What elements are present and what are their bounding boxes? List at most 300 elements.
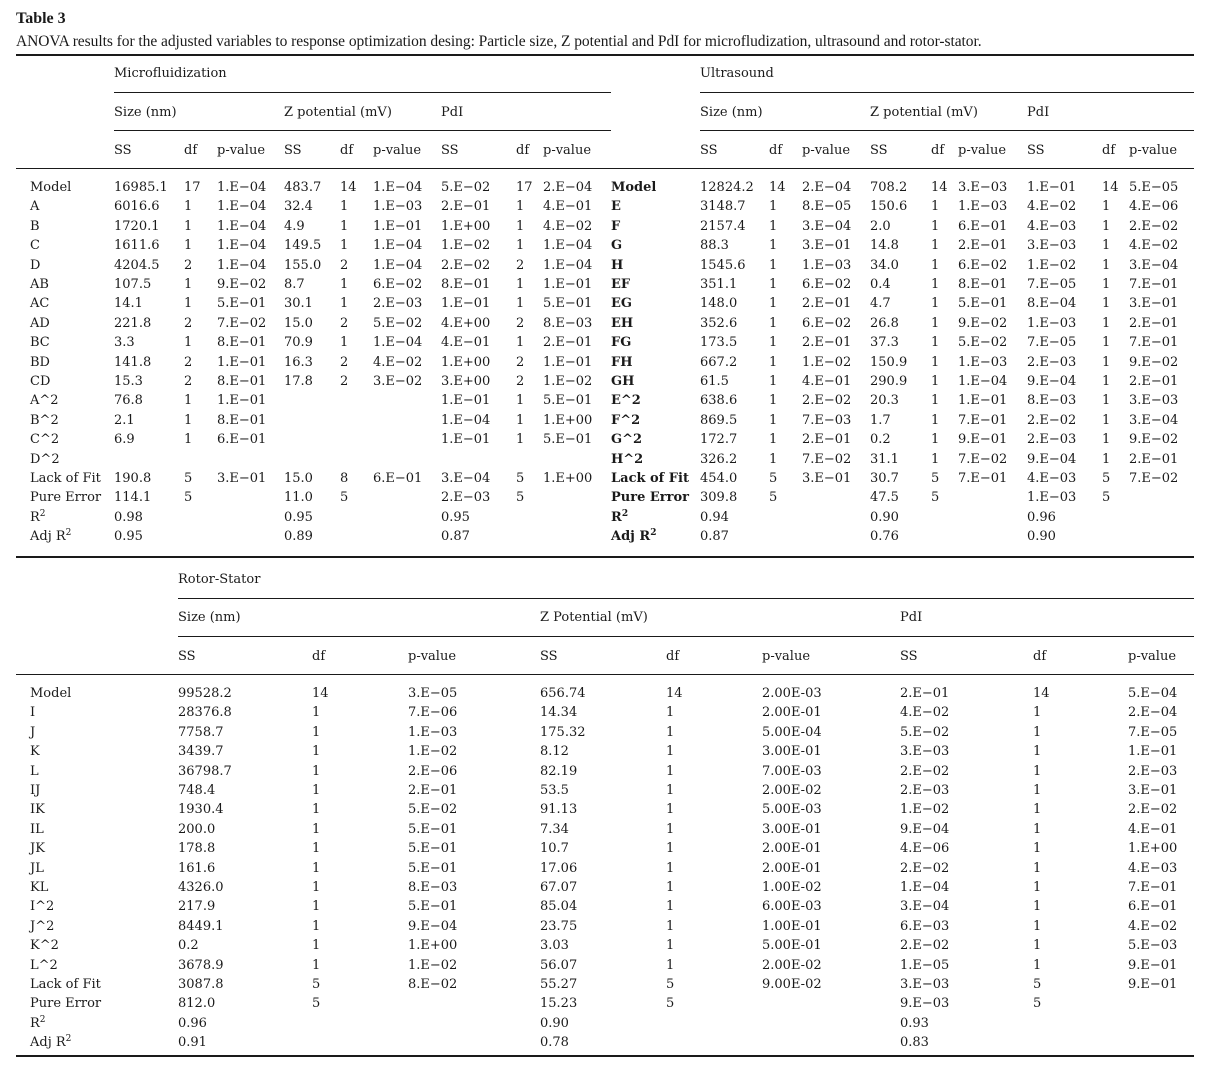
ultra-row-label: FG: [611, 335, 632, 350]
ultra-cell: 3.E−01: [802, 471, 852, 486]
rotor-col-header: SS: [540, 649, 558, 664]
ultra-cell: 8.E−04: [1027, 296, 1077, 311]
micro-cell: 1: [340, 199, 349, 214]
rotor-cell: 4.E−01: [1128, 822, 1178, 837]
rotor-cell: 17.06: [540, 861, 578, 876]
micro-cell: 5.E−02: [441, 180, 491, 195]
ultra-cell: 148.0: [700, 296, 738, 311]
micro-cell: 8.7: [284, 277, 305, 292]
rotor-cell: 2.E−03: [1128, 764, 1178, 779]
micro-cell: 8.E−01: [217, 374, 267, 389]
micro-cell: 1.E−01: [441, 432, 491, 447]
rotor-cell: 9.E−01: [1128, 958, 1178, 973]
ultra-cell: 1: [1102, 258, 1111, 273]
rotor-cell: 56.07: [540, 958, 578, 973]
micro-cell: 32.4: [284, 199, 313, 214]
rotor-cell: 9.E−01: [1128, 977, 1178, 992]
ultra-row-label: EH: [611, 316, 634, 331]
rotor-cell: 217.9: [178, 899, 216, 914]
rotor-cell: 1: [1033, 705, 1042, 720]
rotor-cell: 2.00E-02: [762, 783, 822, 798]
micro-cell: 5: [516, 490, 525, 505]
ultra-row-label: Adj $R^2$: [611, 528, 657, 544]
micro-cell: 141.8: [114, 355, 152, 370]
ultra-cell: 6.E−01: [958, 219, 1008, 234]
ultra-cell: 34.0: [870, 258, 899, 273]
rotor-cell: 1.E−04: [900, 880, 950, 895]
ultra-cell: 667.2: [700, 355, 738, 370]
ultra-cell: 9.E−02: [1129, 432, 1179, 447]
group-ultrasound: Ultrasound: [700, 66, 774, 81]
rotor-cell: 1: [1033, 958, 1042, 973]
rotor-cell: 1: [1033, 725, 1042, 740]
micro-row-label: C: [30, 238, 40, 253]
rotor-row-label: K^2: [30, 938, 59, 953]
micro-cell: 2: [516, 374, 525, 389]
rotor-cell: 2.00E-01: [762, 861, 822, 876]
micro-cell: 1.E+00: [543, 471, 593, 486]
rotor-cell: 9.E−03: [900, 996, 950, 1011]
micro-row-label: A: [30, 199, 40, 214]
ultra-cell: 2.E−03: [1027, 432, 1077, 447]
rotor-cell: 2.E−03: [900, 783, 950, 798]
rotor-cell: 2.00E-01: [762, 841, 822, 856]
rotor-cell: 1: [666, 705, 675, 720]
ultra-cell: 1: [931, 335, 940, 350]
micro-cell: 1: [340, 296, 349, 311]
rotor-cell: 3.E−03: [900, 977, 950, 992]
micro-cell: 3.3: [114, 335, 135, 350]
micro-cell: 4204.5: [114, 258, 160, 273]
rotor-row-label: JK: [30, 841, 45, 856]
ultra-cell: 1: [1102, 199, 1111, 214]
ultra-cell: 2.E−01: [802, 296, 852, 311]
ultra-cell: 5: [1102, 471, 1111, 486]
rotor-cell: 1: [312, 919, 321, 934]
rotor-cell: 55.27: [540, 977, 578, 992]
ultra-cell: 3.E−03: [1027, 238, 1077, 253]
micro-cell: 2.E−03: [441, 490, 491, 505]
ultra-cell: 7.E−01: [958, 413, 1008, 428]
ultra-cell: 3.E−04: [1129, 413, 1179, 428]
rotor-cell: 1: [666, 841, 675, 856]
micro-cell: 2: [340, 374, 349, 389]
rotor-cell: 1: [312, 880, 321, 895]
ultra-cell: 2.E−02: [802, 393, 852, 408]
ultra-cell: 9.E−04: [1027, 374, 1077, 389]
micro-row-label: AD: [30, 316, 50, 331]
ultra-cell: 4.7: [870, 296, 891, 311]
section-rule: [16, 556, 1194, 558]
rotor-row-label: J^2: [30, 919, 55, 934]
micro-cell: 15.0: [284, 316, 313, 331]
micro-cell: 1.E−04: [373, 258, 423, 273]
ultra-subgroup-2: PdI: [1027, 105, 1050, 120]
micro-cell: 1.E−02: [543, 374, 593, 389]
micro-cell: 2.E−01: [543, 335, 593, 350]
ultra-cell: 14.8: [870, 238, 899, 253]
rotor-cell: 5.E−02: [408, 802, 458, 817]
rotor-cell: 53.5: [540, 783, 569, 798]
rotor-col-header: p-value: [1128, 649, 1177, 664]
ultra-cell: 1: [769, 258, 778, 273]
micro-cell: 0.87: [441, 529, 470, 544]
rotor-cell: 2.E−02: [1128, 802, 1178, 817]
rotor-cell: 5.E−01: [408, 822, 458, 837]
micro-col-header: df: [340, 143, 354, 158]
ultra-cell: 1: [931, 355, 940, 370]
ultra-cell: 7.E−05: [1027, 335, 1077, 350]
ultra-cell: 14: [769, 180, 786, 195]
ultra-cell: 0.2: [870, 432, 891, 447]
rotor-cell: 5: [312, 996, 321, 1011]
rotor-cell: 1: [312, 744, 321, 759]
rotor-cell: 8.E−02: [408, 977, 458, 992]
rotor-cell: 1.E−02: [408, 744, 458, 759]
ultra-cell: 1: [769, 277, 778, 292]
ultra-cell: 1: [769, 296, 778, 311]
ultra-cell: 2.E−04: [802, 180, 852, 195]
rotor-cell: 7.34: [540, 822, 569, 837]
rotor-cell: 9.E−04: [408, 919, 458, 934]
rotor-cell: 2.E−01: [408, 783, 458, 798]
ultra-cell: 3.E−04: [802, 219, 852, 234]
ultra-cell: 2.E−01: [1129, 374, 1179, 389]
ultra-cell: 2.E−03: [1027, 355, 1077, 370]
ultra-cell: 6.E−02: [802, 316, 852, 331]
micro-cell: 1.E−02: [441, 238, 491, 253]
ultra-cell: 1: [931, 316, 940, 331]
ultra-cell: 5: [769, 471, 778, 486]
ultra-cell: 3.E−01: [1129, 296, 1179, 311]
micro-cell: 155.0: [284, 258, 322, 273]
rotor-cell: 1: [1033, 880, 1042, 895]
ultra-cell: 2.E−02: [1129, 219, 1179, 234]
rotor-cell: 4.E−06: [900, 841, 950, 856]
rotor-cell: 1: [1033, 783, 1042, 798]
ultra-cell: 31.1: [870, 452, 899, 467]
ultra-cell: 5: [931, 490, 940, 505]
ultra-cell: 150.6: [870, 199, 908, 214]
micro-cell: 1: [184, 432, 193, 447]
ultra-cell: 1.E−03: [1027, 316, 1077, 331]
rotor-col-header: df: [666, 649, 680, 664]
micro-cell: 1.E−04: [373, 335, 423, 350]
micro-cell: 1.E−01: [217, 393, 267, 408]
rotor-cell: 812.0: [178, 996, 216, 1011]
micro-cell: 2: [516, 316, 525, 331]
ultra-cell: 4.E−02: [1129, 238, 1179, 253]
rotor-cell: 9.00E-02: [762, 977, 822, 992]
micro-cell: 1.E−04: [217, 199, 267, 214]
rotor-cell: 2.E−02: [900, 938, 950, 953]
micro-cell: 3.E−02: [373, 374, 423, 389]
micro-col-header: p-value: [217, 143, 266, 158]
ultra-cell: 1: [1102, 219, 1111, 234]
micro-cell: 2: [184, 258, 193, 273]
micro-cell: 4.9: [284, 219, 305, 234]
ultra-cell: 1: [1102, 277, 1111, 292]
table-label: Table 3: [16, 10, 66, 27]
ultra-cell: 290.9: [870, 374, 908, 389]
ultra-cell: 454.0: [700, 471, 738, 486]
rotor-cell: 200.0: [178, 822, 216, 837]
rotor-cell: 3.E−04: [900, 899, 950, 914]
micro-cell: 3.E−01: [217, 471, 267, 486]
micro-cell: 221.8: [114, 316, 152, 331]
ultra-col-header: SS: [870, 143, 888, 158]
rotor-cell: 1.E−02: [900, 802, 950, 817]
rotor-cell: 1: [666, 938, 675, 953]
rotor-row-label: Adj $R^2$: [30, 1034, 72, 1050]
rotor-cell: 3.E−01: [1128, 783, 1178, 798]
ultra-cell: 1: [1102, 316, 1111, 331]
micro-cell: 1: [184, 335, 193, 350]
ultra-row-label: E: [611, 199, 621, 214]
rotor-cell: 2.E−02: [900, 861, 950, 876]
rotor-col-header: df: [312, 649, 326, 664]
ultra-cell: 4.E−03: [1027, 219, 1077, 234]
ultra-cell: 1: [1102, 452, 1111, 467]
micro-cell: 8.E−01: [217, 335, 267, 350]
micro-col-header: df: [516, 143, 530, 158]
micro-col-header: SS: [114, 143, 132, 158]
micro-cell: 1.E−01: [441, 393, 491, 408]
rotor-row-label: KL: [30, 880, 49, 895]
micro-cell: 190.8: [114, 471, 152, 486]
ultra-col-header: p-value: [958, 143, 1007, 158]
ultra-cell: 1: [1102, 374, 1111, 389]
rotor-row-label: L^2: [30, 958, 58, 973]
rotor-cell: 7.E−01: [1128, 880, 1178, 895]
rotor-cell: 4.E−02: [900, 705, 950, 720]
bottom-rule: [16, 1055, 1194, 1057]
ultra-col-header: df: [1102, 143, 1116, 158]
ultra-cell: 5.E−05: [1129, 180, 1179, 195]
rotor-cell: 5: [1033, 996, 1042, 1011]
micro-cell: 1: [516, 432, 525, 447]
micro-cell: 1: [340, 335, 349, 350]
micro-cell: 1.E−04: [217, 238, 267, 253]
ultra-cell: 1: [931, 219, 940, 234]
rotor-cell: 1: [666, 958, 675, 973]
ultra-cell: 0.90: [1027, 529, 1056, 544]
ultra-cell: 638.6: [700, 393, 738, 408]
micro-cell: 5: [184, 471, 193, 486]
rotor-row-label: I^2: [30, 899, 55, 914]
micro-cell: 8.E−01: [217, 413, 267, 428]
micro-cell: 1.E+00: [543, 413, 593, 428]
rotor-cell: 7.00E-03: [762, 764, 822, 779]
rotor-cell: 1: [312, 841, 321, 856]
micro-col-header: p-value: [543, 143, 592, 158]
micro-cell: 1: [184, 393, 193, 408]
ultra-cell: 7.E−02: [802, 452, 852, 467]
rotor-col-header: p-value: [762, 649, 811, 664]
rotor-cell: 1: [1033, 899, 1042, 914]
micro-cell: 14: [340, 180, 357, 195]
rotor-cell: 3.03: [540, 938, 569, 953]
ultra-cell: 3.E−01: [802, 238, 852, 253]
rotor-cell: 5.00E-04: [762, 725, 822, 740]
rotor-cell: 5: [666, 996, 675, 1011]
ultra-cell: 2.E−01: [958, 238, 1008, 253]
micro-col-header: SS: [441, 143, 459, 158]
ultra-cell: 309.8: [700, 490, 738, 505]
micro-cell: 17.8: [284, 374, 313, 389]
rotor-cell: 1: [312, 725, 321, 740]
ultra-row-label: F^2: [611, 413, 641, 428]
ultra-cell: 1545.6: [700, 258, 746, 273]
ultra-cell: 2.E−01: [802, 335, 852, 350]
ultra-cell: 7.E−03: [802, 413, 852, 428]
micro-cell: 1: [516, 277, 525, 292]
rotor-cell: 3.E−03: [900, 744, 950, 759]
ultra-cell: 1: [931, 258, 940, 273]
micro-cell: 5: [184, 490, 193, 505]
rotor-row-label: Pure Error: [30, 996, 102, 1011]
micro-cell: 76.8: [114, 393, 143, 408]
ultra-cell: 351.1: [700, 277, 738, 292]
micro-cell: 1720.1: [114, 219, 160, 234]
micro-cell: 3.E−04: [441, 471, 491, 486]
micro-cell: 1.E−01: [543, 277, 593, 292]
micro-row-label: AB: [30, 277, 49, 292]
rotor-cell: 4.E−02: [1128, 919, 1178, 934]
ultra-cell: 2.E−01: [1129, 452, 1179, 467]
micro-cell: 0.95: [114, 529, 143, 544]
ultra-cell: 8.E−05: [802, 199, 852, 214]
micro-cell: 5.E−01: [217, 296, 267, 311]
ultra-cell: 1.E−03: [958, 199, 1008, 214]
micro-cell: 2: [184, 316, 193, 331]
ultra-cell: 0.90: [870, 510, 899, 525]
ultra-cell: 3.E−03: [1129, 393, 1179, 408]
rotor-cell: 67.07: [540, 880, 578, 895]
rotor-cell: 1.00E-01: [762, 919, 822, 934]
micro-cell: 9.E−02: [217, 277, 267, 292]
ultra-cell: 1: [931, 296, 940, 311]
rotor-cell: 14.34: [540, 705, 578, 720]
rotor-row-label: Lack of Fit: [30, 977, 101, 992]
micro-cell: 1: [340, 219, 349, 234]
rotor-cell: 3678.9: [178, 958, 224, 973]
ultra-cell: 326.2: [700, 452, 738, 467]
ultra-col-header: df: [769, 143, 783, 158]
micro-row-label: $R^2$: [30, 509, 46, 525]
ultra-cell: 150.9: [870, 355, 908, 370]
rotor-cell: 8449.1: [178, 919, 224, 934]
micro-cell: 30.1: [284, 296, 313, 311]
micro-cell: 1.E−04: [217, 258, 267, 273]
micro-subgroup-1: Z potential (mV): [284, 105, 392, 120]
ultra-cell: 352.6: [700, 316, 738, 331]
ultra-cell: 6.E−02: [958, 258, 1008, 273]
ultra-col-header: p-value: [802, 143, 851, 158]
rotor-cell: 161.6: [178, 861, 216, 876]
ultra-cell: 1: [769, 374, 778, 389]
rotor-cell: 1: [1033, 919, 1042, 934]
rotor-cell: 1: [312, 783, 321, 798]
micro-cell: 0.95: [284, 510, 313, 525]
ultra-col-header: df: [931, 143, 945, 158]
rotor-cell: 1: [1033, 744, 1042, 759]
micro-cell: 5: [516, 471, 525, 486]
ultra-cell: 1: [1102, 296, 1111, 311]
ultra-cell: 1: [931, 199, 940, 214]
micro-cell: 2.E−04: [543, 180, 593, 195]
ultra-cell: 1: [1102, 393, 1111, 408]
micro-cell: 0.89: [284, 529, 313, 544]
rotor-cell: 6.E−03: [900, 919, 950, 934]
micro-cell: 2.1: [114, 413, 135, 428]
micro-cell: 2: [340, 316, 349, 331]
ultra-cell: 5: [931, 471, 940, 486]
ultra-row-label: EG: [611, 296, 633, 311]
micro-cell: 4.E−02: [373, 355, 423, 370]
rotor-cell: 2.E−06: [408, 764, 458, 779]
bottom-header-rule: [16, 674, 1194, 675]
micro-cell: 1.E−01: [543, 355, 593, 370]
rotor-cell: 91.13: [540, 802, 578, 817]
micro-cell: 0.98: [114, 510, 143, 525]
micro-row-label: Adj $R^2$: [30, 528, 72, 544]
rotor-cell: 5.E−04: [1128, 686, 1178, 701]
ultra-cell: 1: [769, 316, 778, 331]
ultra-cell: 7.E−02: [1129, 471, 1179, 486]
rotor-cell: 7.E−05: [1128, 725, 1178, 740]
micro-cell: 114.1: [114, 490, 152, 505]
micro-cell: 1.E−04: [543, 258, 593, 273]
rotor-cell: 1.E−01: [1128, 744, 1178, 759]
micro-col-header: df: [184, 143, 198, 158]
ultra-cell: 47.5: [870, 490, 899, 505]
micro-cell: 5: [340, 490, 349, 505]
micro-subgroup-2: PdI: [441, 105, 464, 120]
micro-cell: 5.E−01: [543, 296, 593, 311]
micro-cell: 2: [340, 258, 349, 273]
ultra-cell: 7.E−01: [1129, 335, 1179, 350]
ultra-cell: 9.E−02: [958, 316, 1008, 331]
group-microfluidization: Microfluidization: [114, 66, 227, 81]
rotor-subgroup-0: Size (nm): [178, 610, 241, 625]
ultra-cell: 3148.7: [700, 199, 746, 214]
micro-cell: 2: [184, 355, 193, 370]
rotor-cell: 1: [312, 764, 321, 779]
ultra-cell: 8.E−01: [958, 277, 1008, 292]
micro-cell: 149.5: [284, 238, 322, 253]
micro-cell: 17: [184, 180, 201, 195]
ultra-cell: 7.E−01: [958, 471, 1008, 486]
ultra-cell: 1: [769, 199, 778, 214]
micro-cell: 1: [184, 199, 193, 214]
rotor-cell: 4.E−03: [1128, 861, 1178, 876]
micro-cell: 16.3: [284, 355, 313, 370]
rotor-cell: 3439.7: [178, 744, 224, 759]
ultra-row-label: GH: [611, 374, 635, 389]
ultra-cell: 37.3: [870, 335, 899, 350]
rotor-row-label: $R^2$: [30, 1015, 46, 1031]
rotor-cell: 85.04: [540, 899, 578, 914]
rotor-cell: 23.75: [540, 919, 578, 934]
micro-cell: 5.E−01: [543, 393, 593, 408]
micro-sub-rule: [114, 130, 611, 131]
rotor-cell: 5: [666, 977, 675, 992]
micro-cell: 4.E−01: [543, 199, 593, 214]
ultra-row-label: F: [611, 219, 621, 234]
micro-row-label: CD: [30, 374, 51, 389]
rotor-cell: 1: [666, 764, 675, 779]
